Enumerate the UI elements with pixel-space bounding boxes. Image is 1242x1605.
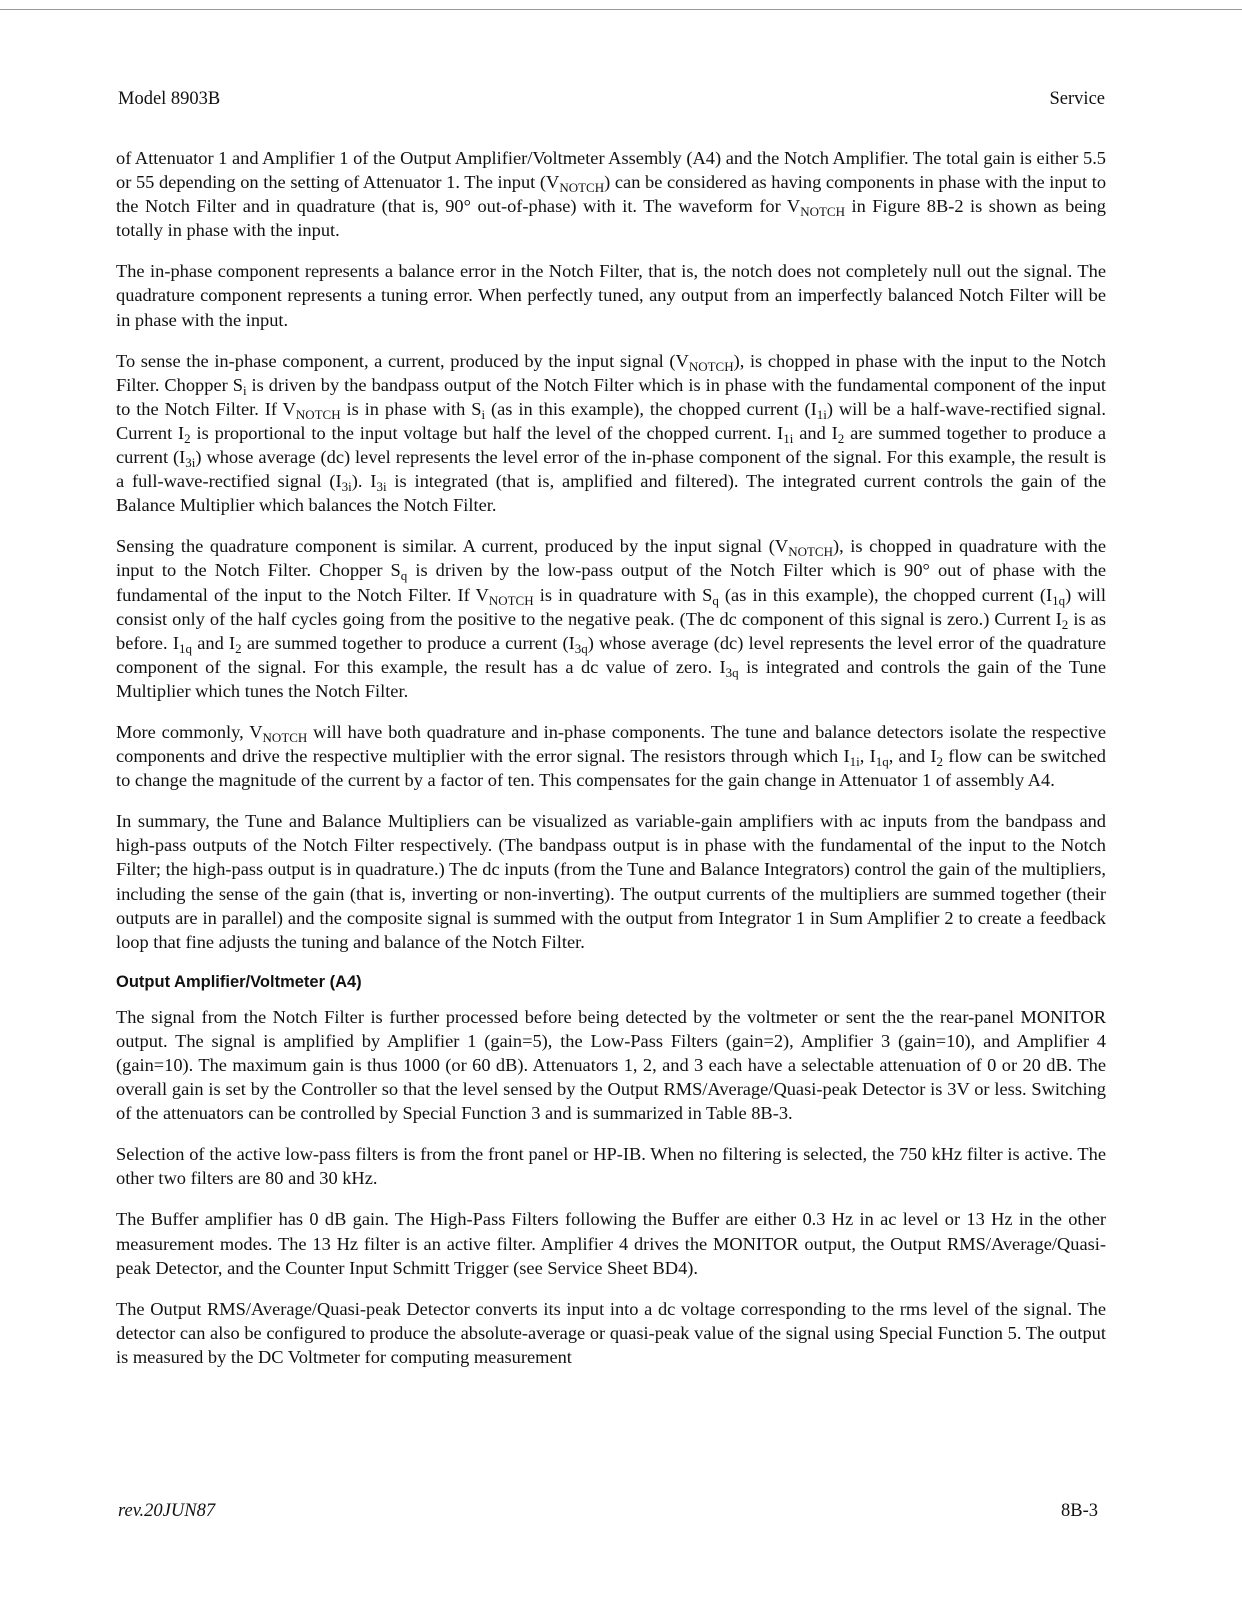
subscript: 2 [235, 640, 242, 656]
subscript: 3i [376, 479, 387, 495]
subscript: 2 [837, 430, 845, 446]
subscript: q [400, 568, 408, 584]
subscript: 3i [341, 479, 352, 495]
top-rule [0, 9, 1242, 10]
paragraph: The in-phase component represents a balance error in the Notch Filter, that is, the notch does not completely null out the signal. The quadrature component represents a tuning error. When perfectly tuned, any output from an imperfectly balanced Notch Filter will be in phase with the input. [116, 261, 1106, 330]
subscript: i [481, 406, 486, 422]
subscript: 2 [1061, 616, 1069, 632]
subscript: 1i [816, 406, 827, 422]
paragraph: of Attenuator 1 and Amplifier 1 of the Output Amplifier/Voltmeter Assembly (A4) and the Notch Amplifier. The total gain is either 5.5 or 55 depending on the setting of Attenuator 1. The input $(V_{NOTCH})$ can be considered as having components in phase with the input to the Notch Filter and in quadrature (that is, 90° out-of-phase) with it. The waveform for $V_{NOTCH}$ in Figure 8B-2 is shown as being totally in phase with the input. [116, 148, 1107, 241]
subscript: 1i [849, 754, 860, 770]
subscript: 3q [725, 664, 739, 680]
subscript: 3q [574, 640, 588, 656]
subscript: NOTCH [688, 358, 734, 374]
subscript: q [712, 592, 719, 608]
subscript: 1q [1052, 592, 1066, 608]
subscript: 2 [936, 754, 943, 770]
paragraph: More commonly, $V_{NOTCH}$ will have both quadrature and in-phase components. The tune and balance detectors isolate the respective components and drive the respective multiplier with the error signal. The resistors through which $I_{1i}$, $I_{1q}$, and $I_2$ flow can be switched to change the magnitude of the current by a factor of ten. This compensates for the gain change in Attenuator 1 of assembly A4. [116, 721, 1106, 791]
subscript: NOTCH [488, 592, 534, 608]
header-model: Model 8903B [118, 89, 221, 109]
paragraph: In summary, the Tune and Balance Multipliers can be visualized as variable-gain amplifiers with ac inputs from the bandpass and high-pass outputs of the Notch Filter respectively. (The bandpass output is in phase with the fundamental of the input to the Notch Filter; the high-pass output is in quadrature.) The dc inputs (from the Tune and Balance Integrators) control the gain of the multipliers, including the sense of the gain (that is, inverting or non-inverting). The output currents of the multipliers are summed together (their outputs are in parallel) and the composite signal is summed with the output from Integrator 1 in Sum Amplifier 2 to create a feedback loop that fine adjusts the tuning and balance of the Notch Filter. [116, 811, 1106, 952]
page-body [116, 146, 1106, 1386]
subscript: 3i [185, 455, 196, 471]
subscript: NOTCH [295, 406, 341, 422]
paragraph: The Buffer amplifier has 0 dB gain. The High-Pass Filters following the Buffer are either 0.3 Hz in ac level or 13 Hz in the other measurement modes. The 13 Hz filter is an active filter. Amplifier 4 drives the MONITOR output, the Output RMS/Average/Quasi-peak Detector, and the Counter Input Schmitt Trigger (see Service Sheet BD4). [116, 1209, 1106, 1278]
paragraph: The signal from the Notch Filter is further processed before being detected by the voltmeter or sent the the rear-panel MONITOR output. The signal is amplified by Amplifier 1 (gain=5), the Low-Pass Filters (gain=2), Amplifier 3 (gain=10), and Amplifier 4 (gain=10). The maximum gain is thus 1000 (or 60 dB). Attenuators 1, 2, and 3 each have a selectable attenuation of 0 or 20 dB. The overall gain is set by the Controller so that the level sensed by the Output RMS/Average/Quasi-peak Detector is 3V or less. Switching of the attenuators can be controlled by Special Function 3 and is summarized in Table 8B-3. [116, 1006, 1106, 1124]
paragraph: The Output RMS/Average/Quasi-peak Detector converts its input into a dc voltage corresponding to the rms level of the signal. The detector can also be configured to produce the absolute-average or quasi-peak value of the signal using Special Function 5. The output is measured by the DC Voltmeter for computing measurement [116, 1298, 1106, 1367]
subscript: 2 [184, 430, 191, 446]
subscript: i [242, 382, 247, 398]
subscript: NOTCH [800, 204, 845, 220]
footer-revision: rev.20JUN87 [118, 1501, 216, 1521]
section-heading: Output Amplifier/Voltmeter (A4) [116, 972, 362, 991]
header-section: Service [1049, 89, 1105, 109]
subscript: NOTCH [262, 729, 308, 745]
paragraph: Sensing the quadrature component is similar. A current, produced by the input signal $(V_{NOTCH})$, is chopped in quadrature with the input to the Notch Filter. Chopper $S_q$ is driven by the low-pass output of the Notch Filter which is 90° out of phase with the fundamental of the input to the Notch Filter. If $V_{NOTCH}$ is in quadrature with $S_q$ (as in this example), the chopped current $(I_{1q})$ will consist only of the half cycles going from the positive to the negative peak. (The dc component of this signal is zero.) Current $I_2$ is as before. $I_{1q}$ and $I_2$ are summed together to produce a current $(I_{3q})$ whose average (dc) level represents the level error of the quadrature component of the signal. For this example, the result has a dc value of zero. $I_{3q}$ is integrated and controls the gain of the Tune Multiplier which tunes the Notch Filter. [116, 536, 1107, 701]
subscript: 1i [783, 430, 794, 446]
subscript: NOTCH [788, 544, 833, 560]
paragraph: To sense the in-phase component, a current, produced by the input signal $(V_{NOTCH})$, is chopped in phase with the input to the Notch Filter. Chopper $S_i$ is driven by the bandpass output of the Notch Filter which is in phase with the fundamental component of the input to the Notch Filter. If $V_{NOTCH}$ is in phase with $S_i$ (as in this example), the chopped current $(I_{1i})$ will be a half-wave-rectified signal. Current $I_2$ is proportional to the input voltage but half the level of the chopped current. $I_{1i}$ and $I_2$ are summed together to produce a current $(I_{3i})$ whose average (dc) level represents the level error of the in-phase component of the signal. For this example, the result is a full-wave-rectified signal $(I_{3i})$. $I_{3i}$ is integrated (that is, amplified and filtered). The integrated current controls the gain of the Balance Multiplier which balances the Notch Filter. [116, 350, 1107, 516]
paragraph: Selection of the active low-pass filters is from the front panel or HP-IB. When no filtering is selected, the 750 kHz filter is active. The other two filters are 80 and 30 kHz. [116, 1144, 1106, 1189]
subscript: 1q [178, 640, 192, 656]
subscript: NOTCH [559, 180, 605, 196]
subscript: 1q [875, 754, 889, 770]
footer-page-number: 8B-3 [1061, 1501, 1098, 1521]
